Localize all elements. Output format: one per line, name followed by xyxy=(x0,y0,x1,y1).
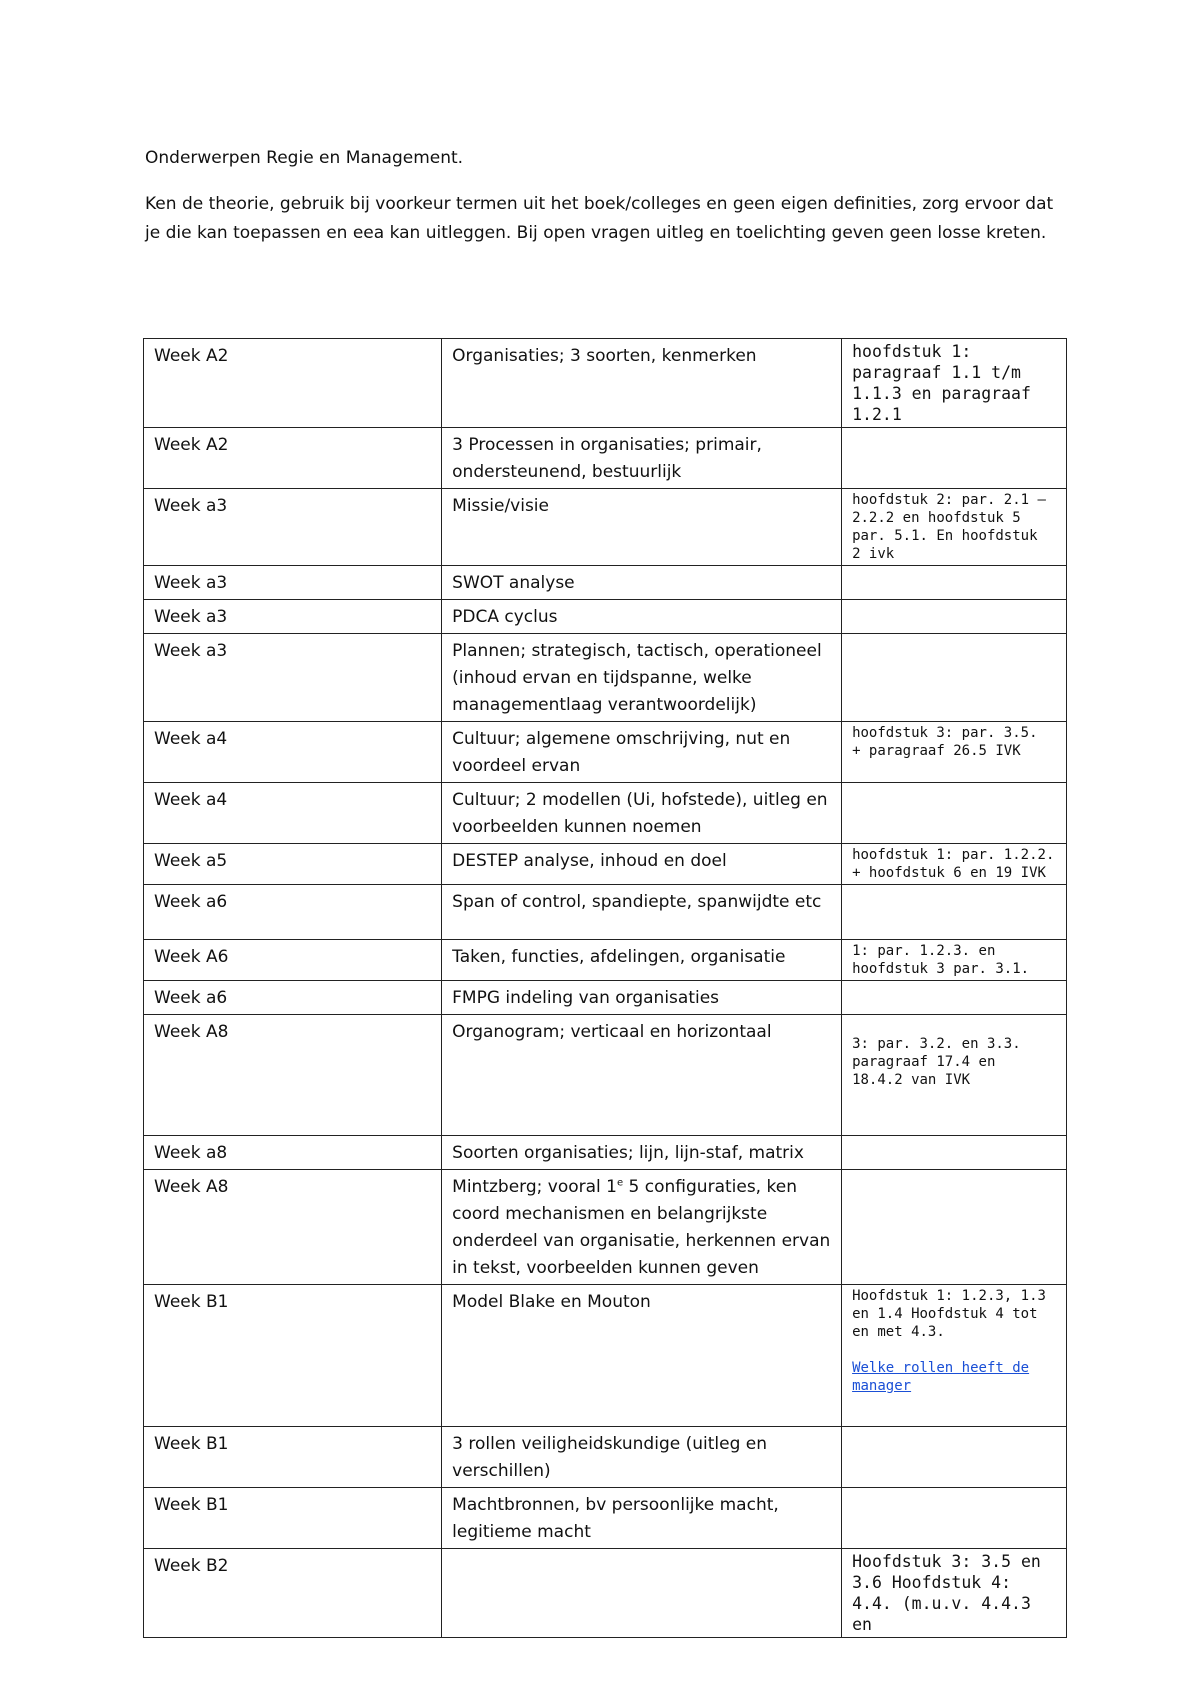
table-row xyxy=(144,783,1067,844)
topic-cell: Soorten organisaties; lijn, lijn-staf, matrix xyxy=(442,1136,842,1170)
reference-spacer xyxy=(852,1341,1056,1359)
topic-cell: Cultuur; algemene omschrijving, nut en voordeel ervan xyxy=(442,722,842,783)
week-cell: Week a6 xyxy=(144,981,442,1015)
week-cell: Week A2 xyxy=(144,339,442,428)
week-cell: Week a3 xyxy=(144,566,442,600)
topic-cell: Organisaties; 3 soorten, kenmerken xyxy=(442,339,842,428)
table-row xyxy=(144,1427,1067,1488)
topic-cell: Model Blake en Mouton xyxy=(442,1285,842,1427)
table-row xyxy=(144,339,1067,428)
reference-text: Hoofdstuk 1: 1.2.3, 1.3 en 1.4 Hoofdstuk 4 tot en met 4.3. xyxy=(852,1288,1046,1340)
table-row xyxy=(144,885,1067,940)
table-row xyxy=(144,940,1067,981)
table-row xyxy=(144,1015,1067,1136)
topic-text-start: Mintzberg; vooral 1 xyxy=(452,1177,617,1197)
reference-cell xyxy=(842,600,1067,634)
topic-cell: Missie/visie xyxy=(442,489,842,566)
table-row xyxy=(144,844,1067,885)
ordinal-superscript: e xyxy=(617,1177,624,1189)
reference-cell xyxy=(842,566,1067,600)
table-row xyxy=(144,566,1067,600)
reference-cell xyxy=(842,428,1067,489)
reference-text: hoofdstuk 2: par. 2.1 – 2.2.2 en hoofdstuk 5 par. 5.1. En hoofdstuk 2 ivk xyxy=(852,492,1046,562)
week-cell: Week a8 xyxy=(144,1136,442,1170)
topic-cell: Plannen; strategisch, tactisch, operationeel (inhoud ervan en tijdspanne, welke managementlaag verantwoordelijk) xyxy=(442,634,842,722)
week-cell: Week a3 xyxy=(144,634,442,722)
table-row xyxy=(144,489,1067,566)
week-cell: Week a4 xyxy=(144,783,442,844)
topic-cell: SWOT analyse xyxy=(442,566,842,600)
week-cell: Week A6 xyxy=(144,940,442,981)
table-row xyxy=(144,1549,1067,1638)
topic-cell: Span of control, spandiepte, spanwijdte etc xyxy=(442,885,842,940)
reference-text: hoofdstuk 1: par. 1.2.2. + hoofdstuk 6 en 19 IVK xyxy=(852,847,1055,881)
reference-text: hoofdstuk 3: par. 3.5. + paragraaf 26.5 IVK xyxy=(852,725,1038,759)
reference-cell xyxy=(842,783,1067,844)
table-row xyxy=(144,1285,1067,1427)
topic-text-end: 5 configuraties, ken coord mechanismen en belangrijkste onderdeel van organisatie, herkennen ervan in tekst, voorbeelden kunnen geven xyxy=(452,1177,831,1278)
topic-cell: PDCA cyclus xyxy=(442,600,842,634)
topics-table xyxy=(143,338,1067,1638)
reference-text: Hoofdstuk 3: 3.5 en 3.6 Hoofdstuk 4: 4.4. (m.u.v. 4.4.3 en xyxy=(852,1552,1041,1634)
manager-roles-link[interactable]: Welke rollen heeft de manager xyxy=(852,1360,1030,1394)
topics-table-wrapper xyxy=(143,338,1067,1634)
week-cell: Week A2 xyxy=(144,428,442,489)
document-title: Onderwerpen Regie en Management. xyxy=(145,148,464,168)
topic-cell: Taken, functies, afdelingen, organisatie xyxy=(442,940,842,981)
intro-paragraph: Ken de theorie, gebruik bij voorkeur termen uit het boek/colleges en geen eigen definities, zorg ervoor dat je die kan toepassen en eea kan uitleggen. Bij open vragen uitleg en toelichting geven geen losse kreten. xyxy=(145,194,1054,243)
reference-cell xyxy=(842,1015,1067,1136)
topic-cell: Cultuur; 2 modellen (Ui, hofstede), uitleg en voorbeelden kunnen noemen xyxy=(442,783,842,844)
week-cell: Week a4 xyxy=(144,722,442,783)
topic-cell: 3 rollen veiligheidskundige (uitleg en verschillen) xyxy=(442,1427,842,1488)
reference-cell xyxy=(842,1488,1067,1549)
reference-cell xyxy=(842,1549,1067,1638)
week-cell: Week A8 xyxy=(144,1015,442,1136)
reference-cell xyxy=(842,489,1067,566)
week-cell: Week B1 xyxy=(144,1488,442,1549)
week-cell: Week a3 xyxy=(144,600,442,634)
reference-text: 1: par. 1.2.3. en hoofdstuk 3 par. 3.1. xyxy=(852,943,1030,977)
table-row xyxy=(144,1136,1067,1170)
reference-cell xyxy=(842,1285,1067,1427)
week-cell: Week a5 xyxy=(144,844,442,885)
reference-cell xyxy=(842,981,1067,1015)
reference-text: hoofdstuk 1: paragraaf 1.1 t/m 1.1.3 en paragraaf 1.2.1 xyxy=(852,342,1031,424)
reference-cell xyxy=(842,1427,1067,1488)
reference-cell xyxy=(842,885,1067,940)
table-row xyxy=(144,981,1067,1015)
topic-cell: DESTEP analyse, inhoud en doel xyxy=(442,844,842,885)
reference-cell xyxy=(842,940,1067,981)
week-cell: Week B1 xyxy=(144,1427,442,1488)
reference-cell xyxy=(842,634,1067,722)
table-row xyxy=(144,1170,1067,1285)
week-cell: Week B1 xyxy=(144,1285,442,1427)
topic-cell: FMPG indeling van organisaties xyxy=(442,981,842,1015)
table-row xyxy=(144,1488,1067,1549)
reference-cell xyxy=(842,722,1067,783)
week-cell: Week a6 xyxy=(144,885,442,940)
table-row xyxy=(144,634,1067,722)
topic-cell xyxy=(442,1170,842,1285)
week-cell: Week a3 xyxy=(144,489,442,566)
topic-cell: 3 Processen in organisaties; primair, ondersteunend, bestuurlijk xyxy=(442,428,842,489)
topic-cell xyxy=(442,1549,842,1638)
reference-cell xyxy=(842,1136,1067,1170)
week-cell: Week A8 xyxy=(144,1170,442,1285)
reference-text: 3: par. 3.2. en 3.3. paragraaf 17.4 en 18.4.2 van IVK xyxy=(852,1036,1021,1088)
topic-cell: Machtbronnen, bv persoonlijke macht, legitieme macht xyxy=(442,1488,842,1549)
topic-cell: Organogram; verticaal en horizontaal xyxy=(442,1015,842,1136)
table-row xyxy=(144,722,1067,783)
reference-cell xyxy=(842,1170,1067,1285)
reference-cell xyxy=(842,339,1067,428)
reference-cell xyxy=(842,844,1067,885)
table-row xyxy=(144,428,1067,489)
table-row xyxy=(144,600,1067,634)
reference-spacer xyxy=(852,1017,1056,1035)
week-cell: Week B2 xyxy=(144,1549,442,1638)
